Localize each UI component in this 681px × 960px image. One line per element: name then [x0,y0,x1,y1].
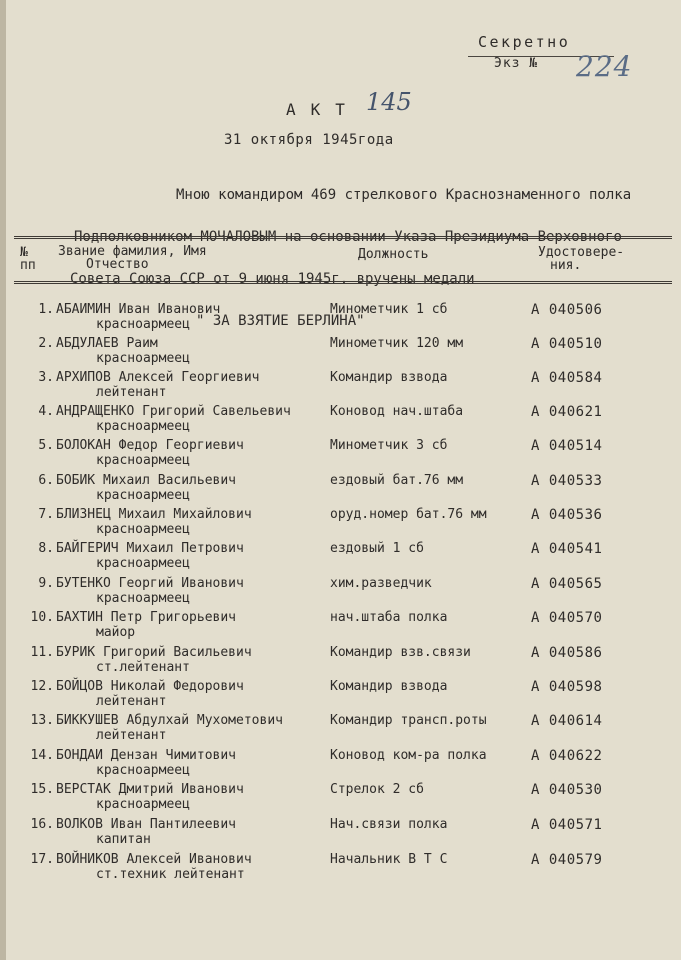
table-row [0,713,681,747]
row-name: БАХТИН Петр Григорьевич [56,610,237,625]
row-number: 13. [30,713,54,728]
table-row [0,817,681,851]
row-position: Минометчик 3 сб [330,438,448,453]
row-rank: ст.техник лейтенант [96,867,245,882]
header-number-line1: № [20,245,28,260]
row-rank: красноармеец [96,591,190,606]
row-position: ездовый 1 сб [330,541,424,556]
row-name: АРХИПОВ Алексей Георгиевич [56,370,260,385]
act-number-handwritten: 145 [366,88,412,116]
row-number: 17. [30,852,54,867]
row-certificate: А 040530 [531,782,603,798]
row-rank: красноармеец [96,453,190,468]
table-row [0,336,681,370]
row-position: Командир взв.связи [330,645,471,660]
row-rank: красноармеец [96,763,190,778]
row-certificate: А 040570 [531,610,603,626]
row-name: ВОЙНИКОВ Алексей Иванович [56,852,252,867]
row-certificate: А 040622 [531,748,603,764]
row-rank: ст.лейтенант [96,660,190,675]
header-position: Должность [358,247,429,262]
row-certificate: А 040514 [531,438,603,454]
table-row [0,404,681,438]
row-number: 10. [30,610,54,625]
row-rank: красноармеец [96,351,190,366]
row-rank: красноармеец [96,488,190,503]
row-position: нач.штаба полка [330,610,448,625]
row-position: Командир взвода [330,370,448,385]
row-number: 14. [30,748,54,763]
row-name: БАЙГЕРИЧ Михаил Петрович [56,541,244,556]
row-certificate: А 040621 [531,404,603,420]
row-certificate: А 040579 [531,852,603,868]
row-number: 9. [38,576,54,591]
row-name: АНДРАЩЕНКО Григорий Савельевич [56,404,291,419]
intro-line: " ЗА ВЗЯТИЕ БЕРЛИНА" [196,313,365,329]
table-row [0,645,681,679]
row-position: Стрелок 2 сб [330,782,424,797]
act-title: АКТ [286,100,360,119]
row-position: Минометчик 120 мм [330,336,464,351]
row-position: хим.разведчик [330,576,432,591]
intro-line: Подполковником МОЧАЛОВЫМ на основании Указа Президиума Верховного [74,229,622,245]
intro-line: Мною командиром 469 стрелкового Краснознаменного полка [176,187,632,203]
table-row [0,782,681,816]
table-row [0,370,681,404]
row-name: АБДУЛАЕВ Раим [56,336,158,351]
row-rank: лейтенант [96,728,167,743]
row-certificate: А 040614 [531,713,603,729]
row-name: БИККУШЕВ Абдулхай Мухометович [56,713,283,728]
row-certificate: А 040598 [531,679,603,695]
row-position: оруд.номер бат.76 мм [330,507,487,522]
row-certificate: А 040541 [531,541,603,557]
row-name: БОНДАИ Дензан Чимитович [56,748,237,763]
row-rank: красноармеец [96,797,190,812]
table-row [0,610,681,644]
row-name: БОЛОКАН Федор Георгиевич [56,438,244,453]
row-name: БОЙЦОВ Николай Федорович [56,679,244,694]
row-position: Нач.связи полка [330,817,448,832]
row-name: БУРИК Григорий Васильевич [56,645,252,660]
header-certificate-line1: Удостовере- [538,245,625,260]
row-rank: капитан [96,832,151,847]
row-position: Командир взвода [330,679,448,694]
row-number: 15. [30,782,54,797]
row-position: Коновод ком-ра полка [330,748,487,763]
table-row [0,679,681,713]
row-certificate: А 040506 [531,302,603,318]
header-certificate [538,246,658,272]
table-row [0,302,681,336]
row-position: Командир трансп.роты [330,713,487,728]
table-row [0,438,681,472]
act-date: 31 октября 1945года [224,132,394,148]
row-name: ВОЛКОВ Иван Пантилеевич [56,817,237,832]
row-number: 12. [30,679,54,694]
row-rank: майор [96,625,136,640]
header-name-line2: Отчество [86,257,149,272]
row-position: Коновод нач.штаба [330,404,464,419]
row-rank: красноармеец [96,522,190,537]
row-number: 5. [38,438,54,453]
row-position: Минометчик 1 сб [330,302,448,317]
table-row [0,576,681,610]
row-name: ВЕРСТАК Дмитрий Иванович [56,782,244,797]
intro-line: Совета Союза ССР от 9 июня 1945г. вручены медали [70,271,475,287]
header-name-line1: Звание фамилия, Имя [58,244,207,259]
row-name: БУТЕНКО Георгий Иванович [56,576,244,591]
row-certificate: А 040586 [531,645,603,661]
row-certificate: А 040510 [531,336,603,352]
row-position: Начальник В Т С [330,852,448,867]
row-rank: красноармеец [96,556,190,571]
row-rank: лейтенант [96,385,167,400]
row-name: АБАИМИН Иван Иванович [56,302,221,317]
table-row [0,507,681,541]
row-number: 2. [38,336,54,351]
table-row [0,473,681,507]
row-certificate: А 040584 [531,370,603,386]
row-rank: лейтенант [96,694,167,709]
table-top-rule [14,236,672,239]
row-name: БЛИЗНЕЦ Михаил Михайлович [56,507,252,522]
table-row [0,852,681,886]
row-number: 11. [30,645,54,660]
row-number: 4. [38,404,54,419]
header-name [58,245,207,271]
header-certificate-line2: ния. [550,258,582,273]
row-name: БОБИК Михаил Васильевич [56,473,237,488]
row-number: 3. [38,370,54,385]
header-number-line2: пп [20,258,36,273]
row-certificate: А 040533 [531,473,603,489]
row-certificate: А 040536 [531,507,603,523]
table-row [0,541,681,575]
row-rank: красноармеец [96,317,190,332]
row-position: ездовый бат.76 мм [330,473,464,488]
row-rank: красноармеец [96,419,190,434]
copy-label: Экз № [494,56,539,71]
row-number: 8. [38,541,54,556]
table-header-rule [14,281,672,284]
secret-stamp: Секретно [478,33,571,51]
table-row [0,748,681,782]
row-number: 6. [38,473,54,488]
row-number: 16. [30,817,54,832]
copy-number-handwritten: 224 [576,50,633,83]
header-number [20,246,36,272]
row-certificate: А 040565 [531,576,603,592]
row-certificate: А 040571 [531,817,603,833]
row-number: 7. [38,507,54,522]
row-number: 1. [38,302,54,317]
